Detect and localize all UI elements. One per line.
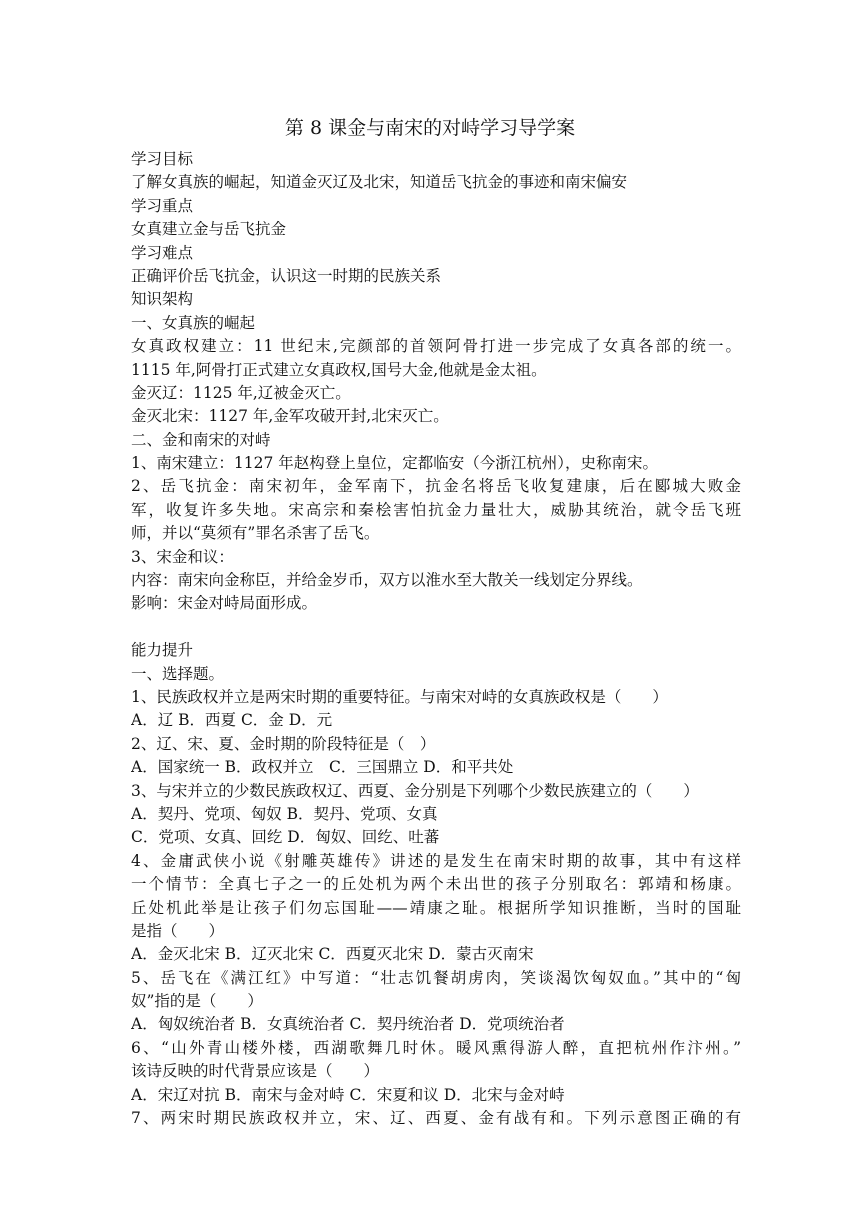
text-line: 是指（ ） xyxy=(131,921,225,940)
text-line: 2、岳飞抗金：南宋初年，金军南下，抗金名将岳飞收复建康，后在郾城大败金 xyxy=(131,477,741,496)
text-line: 丘处机此举是让孩子们勿忘国耻——靖康之耻。根据所学知识推断，当时的国耻 xyxy=(131,898,741,917)
text-line: 金灭北宋：1127 年,金军攻破开封,北宋灭亡。 xyxy=(131,407,449,426)
text-line: 一、女真族的崛起 xyxy=(131,313,256,332)
text-line: 了解女真族的崛起，知道金灭辽及北宋，知道岳飞抗金的事迹和南宋偏安 xyxy=(131,173,628,192)
text-line: C．党项、女真、回纥 D．匈奴、回纥、吐蕃 xyxy=(131,828,440,847)
text-line: 3、与宋并立的少数民族政权辽、西夏、金分别是下列哪个少数民族建立的（ ） xyxy=(131,781,699,800)
text-line: 女真建立金与岳飞抗金 xyxy=(131,220,287,239)
text-line: 2、辽、宋、夏、金时期的阶段特征是（ ） xyxy=(131,734,436,753)
text-line: 能力提升 xyxy=(131,641,194,660)
text-line: A．金灭北宋 B．辽灭北宋 C．西夏灭北宋 D．蒙古灭南宋 xyxy=(131,945,534,964)
text-line: 学习重点 xyxy=(131,196,194,215)
text-line: 一、选择题。 xyxy=(131,664,225,683)
text-line: 金灭辽：1125 年,辽被金灭亡。 xyxy=(131,383,351,402)
text-line: 正确评价岳飞抗金，认识这一时期的民族关系 xyxy=(131,266,442,285)
text-line: 1、民族政权并立是两宋时期的重要特征。与南宋对峙的女真族政权是（ ） xyxy=(131,687,668,706)
blank-line xyxy=(131,616,741,639)
text-line: 师，并以“莫须有”罪名杀害了岳飞。 xyxy=(131,524,380,543)
text-line: 1115 年,阿骨打正式建立女真政权,国号大金,他就是金太祖。 xyxy=(131,360,547,379)
text-line: 奴”指的是（ ） xyxy=(131,992,263,1011)
text-line: 3、宋金和议： xyxy=(131,547,234,566)
text-line: A．辽 B．西夏 C．金 D．元 xyxy=(131,711,333,730)
text-line: 学习难点 xyxy=(131,243,194,262)
text-line: 该诗反映的时代背景应该是（ ） xyxy=(131,1062,380,1081)
text-line: 二、金和南宋的对峙 xyxy=(131,430,271,449)
document-body xyxy=(131,148,741,1130)
page-title: 第 8 课金与南宋的对峙学习导学案 xyxy=(284,117,576,139)
text-line: A．宋辽对抗 B．南宋与金对峙 C．宋夏和议 D．北宋与金对峙 xyxy=(131,1085,565,1104)
text-line: A．国家统一 B．政权并立 C．三国鼎立 D．和平共处 xyxy=(131,758,514,777)
text-line: 军，收复许多失地。宋高宗和秦桧害怕抗金力量壮大，威胁其统治，就令岳飞班 xyxy=(131,500,741,519)
text-line: A．契丹、党项、匈奴 B．契丹、党项、女真 xyxy=(131,804,438,823)
text-line: A．匈奴统治者 B．女真统治者 C．契丹统治者 D．党项统治者 xyxy=(131,1015,565,1034)
text-line: 4、金庸武侠小说《射雕英雄传》讲述的是发生在南宋时期的故事，其中有这样 xyxy=(131,851,741,870)
text-line: 内容：南宋向金称臣，并给金岁币，双方以淮水至大散关一线划定分界线。 xyxy=(131,571,643,590)
text-line: 6、“山外青山楼外楼，西湖歌舞几时休。暖风熏得游人醉，直把杭州作汴州。” xyxy=(131,1038,741,1057)
text-line: 知识架构 xyxy=(131,290,194,309)
text-line: 1、南宋建立：1127 年赵构登上皇位，定都临安（今浙江杭州），史称南宋。 xyxy=(131,454,658,473)
text-line: 7、两宋时期民族政权并立，宋、辽、西夏、金有战有和。下列示意图正确的有 xyxy=(131,1109,741,1128)
text-line: 女真政权建立：11 世纪末,完颜部的首领阿骨打进一步完成了女真各部的统一。 xyxy=(131,337,741,356)
text-line: 5、岳飞在《满江红》中写道：“壮志饥餐胡虏肉，笑谈渴饮匈奴血。”其中的“匈 xyxy=(131,968,741,987)
text-line: 一个情节：全真七子之一的丘处机为两个未出世的孩子分别取名：郭靖和杨康。 xyxy=(131,875,741,894)
text-line: 影响：宋金对峙局面形成。 xyxy=(131,594,318,613)
text-line: 学习目标 xyxy=(131,150,194,168)
